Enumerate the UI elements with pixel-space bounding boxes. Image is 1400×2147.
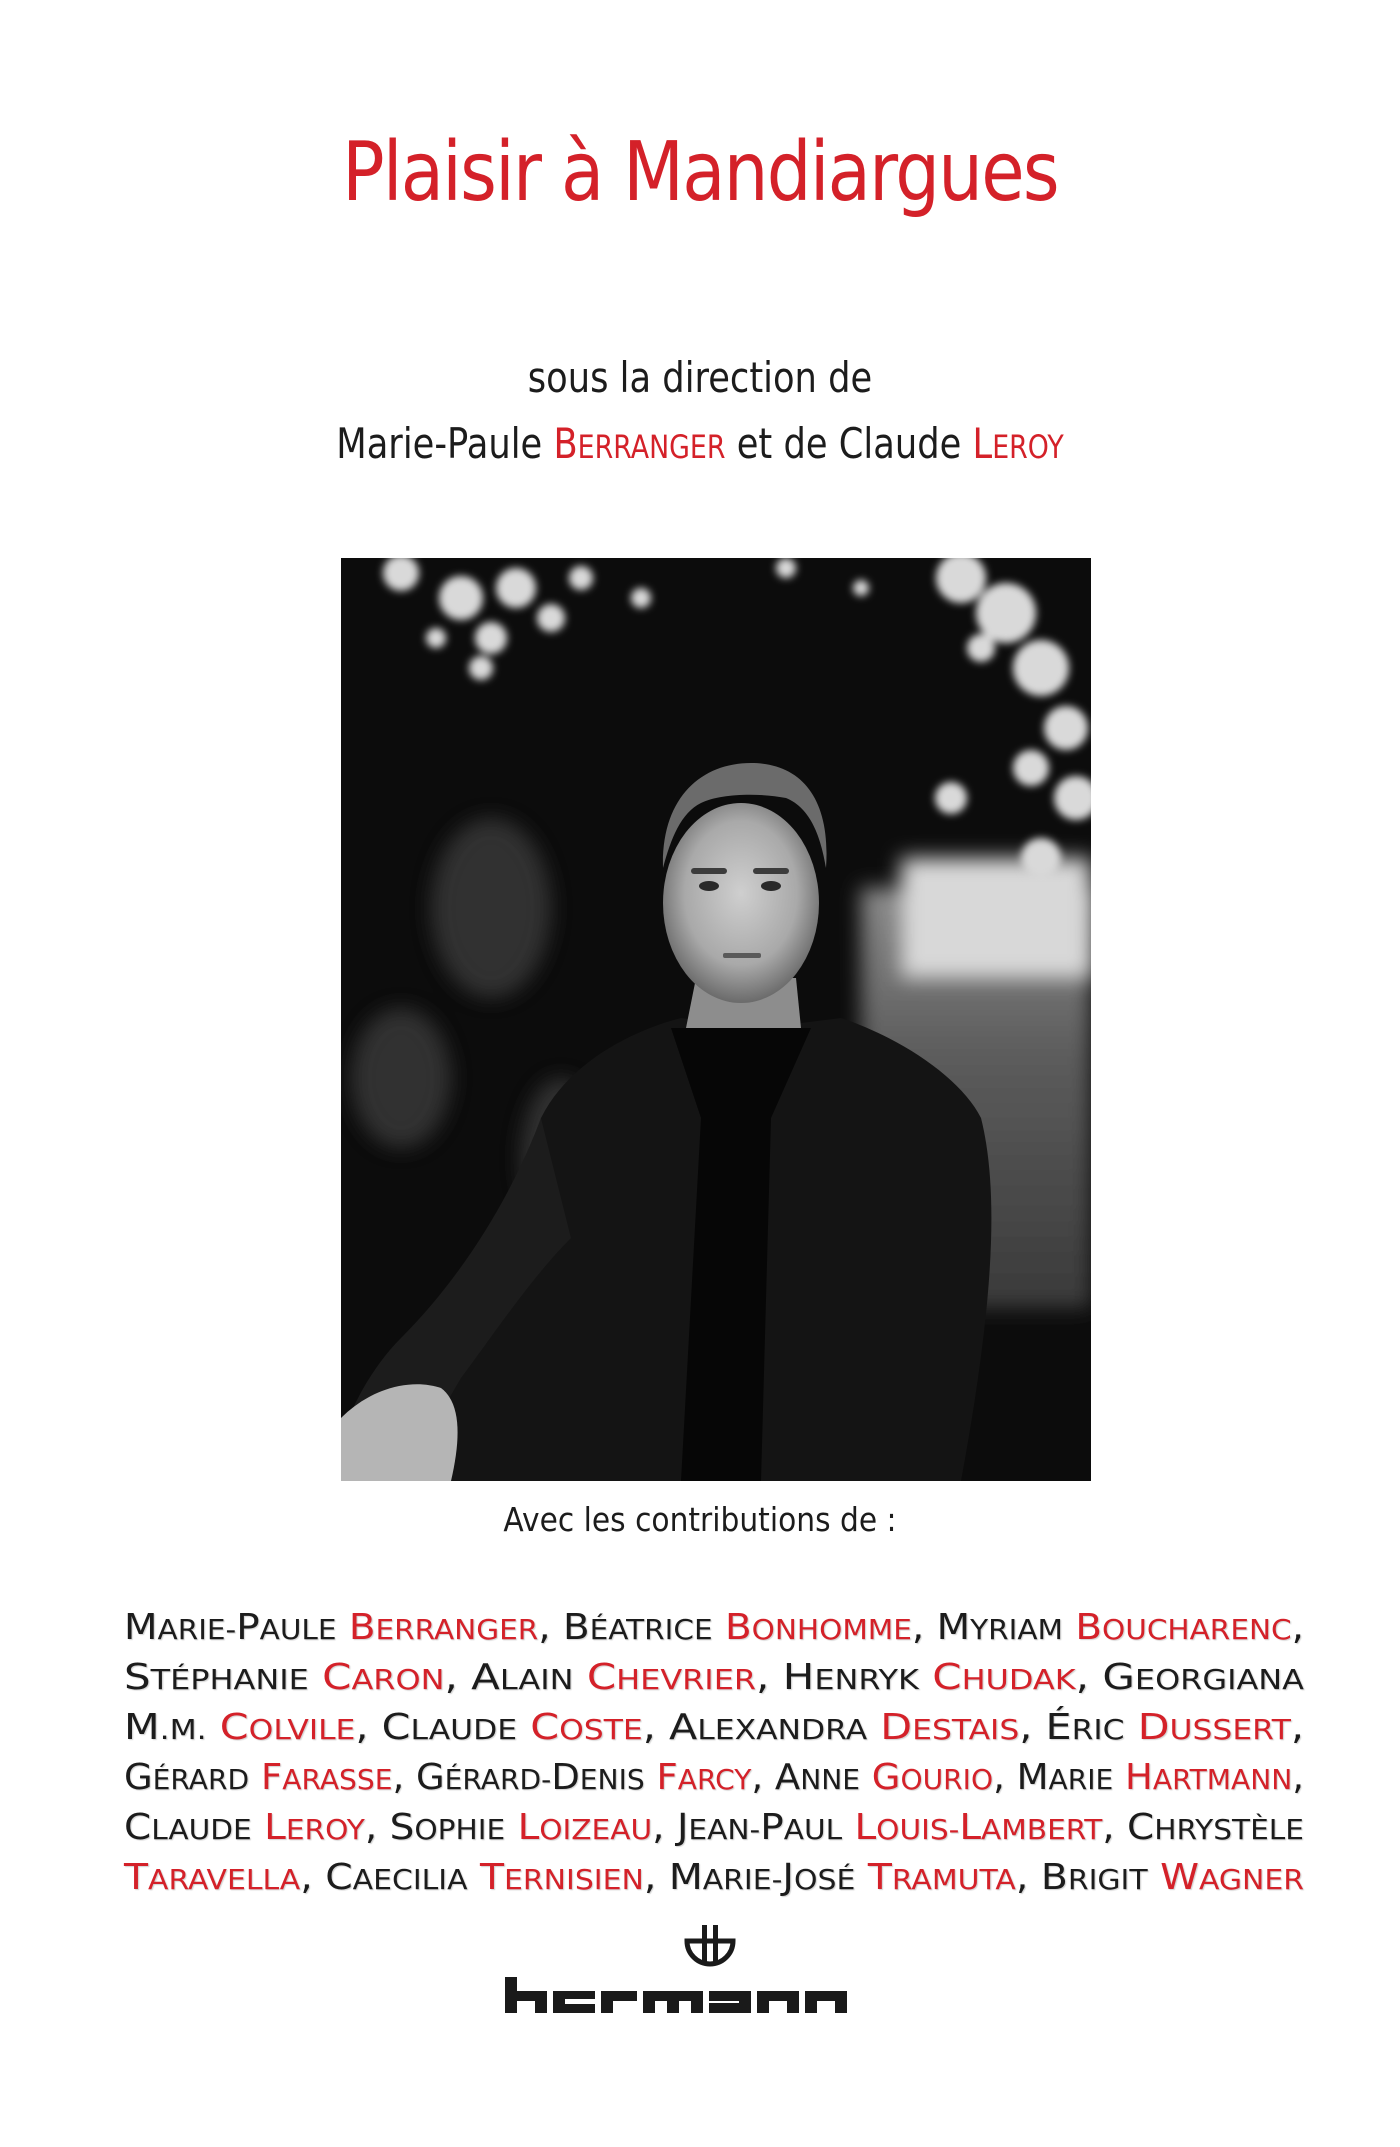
contributors-line — [124, 1854, 1304, 1904]
contributor-first-name: BRIGIT — [1040, 1857, 1148, 1898]
contributor-last-name: CARON — [322, 1657, 445, 1698]
contributor-last-name: TARAVELLA — [124, 1857, 301, 1898]
portrait-photo-graphic — [341, 558, 1091, 1481]
contributor-name — [1041, 1857, 1304, 1898]
contributor-last-name: CHUDAK — [932, 1657, 1076, 1698]
contributors-line — [124, 1804, 1304, 1854]
contributor-name: HENRYK CHUDAK, — [782, 1657, 1090, 1698]
contributor-first-name: ALEXANDRA — [669, 1707, 868, 1748]
contributor-last-name: GOURIO — [871, 1757, 994, 1798]
contributors-line — [124, 1704, 1304, 1754]
contributor-first-name: GEORGIANA — [1102, 1657, 1304, 1698]
book-title: Plaisir à Mandiargues — [342, 125, 1058, 220]
editor-first-name: Marie-Paule — [336, 419, 543, 468]
contributor-last-name: COSTE — [530, 1707, 643, 1748]
contributions-label: Avec les contributions de : — [503, 1500, 897, 1539]
contributor-first-name: CLAUDE — [381, 1707, 518, 1748]
contributor-first-name: GÉRARD-DENIS — [416, 1757, 645, 1798]
contributor-first-name: ANNE — [774, 1757, 861, 1798]
contributor-first-name: CAECILIA — [325, 1857, 468, 1898]
contributor-name: GÉRARD-DENIS FARCY, — [416, 1757, 764, 1798]
contributor-first-name: SOPHIE — [389, 1807, 506, 1848]
contributor-name: ALAIN CHEVRIER, — [471, 1657, 770, 1698]
editor-last-name: BERRANGER — [553, 419, 726, 468]
contributor-name: ANNE GOURIO, — [774, 1757, 1005, 1798]
contributor-first-name: M.M. — [124, 1707, 207, 1748]
contributor-last-name: LOUIS-LAMBERT — [854, 1807, 1103, 1848]
contributors-line — [124, 1654, 1304, 1704]
hermann-logo-icon — [505, 1925, 915, 2035]
contributor-first-name: BÉATRICE — [562, 1607, 713, 1648]
contributor-first-name: MARIE-PAULE — [124, 1607, 337, 1648]
contributor-name: JEAN-PAUL LOUIS-LAMBERT, — [676, 1807, 1115, 1848]
contributor-name: MARIE HARTMANN, — [1016, 1757, 1304, 1798]
contributor-last-name: FARCY — [656, 1757, 752, 1798]
contributor-last-name: COLVILE — [219, 1707, 356, 1748]
contributor-first-name: MARIE-JOSÉ — [668, 1857, 856, 1898]
contributor-name — [1102, 1657, 1304, 1698]
editors-joiner: et de — [736, 419, 828, 468]
editor-last-name: LEROY — [972, 419, 1064, 468]
contributor-first-name: CLAUDE — [124, 1807, 252, 1848]
contributor-first-name: CHRYSTÈLE — [1127, 1807, 1304, 1848]
author-portrait-photo — [341, 558, 1091, 1481]
contributor-first-name: HENRYK — [782, 1657, 919, 1698]
contributor-last-name: FARASSE — [260, 1757, 393, 1798]
contributor-name: ALEXANDRA DESTAIS, — [669, 1707, 1033, 1748]
contributor-last-name: DUSSERT — [1137, 1707, 1291, 1748]
contributor-last-name: CHEVRIER — [586, 1657, 757, 1698]
contributor-first-name: GÉRARD — [124, 1757, 250, 1798]
contributor-first-name: STÉPHANIE — [124, 1657, 309, 1698]
contributor-first-name: MARIE — [1016, 1757, 1114, 1798]
editors-line — [112, 411, 1288, 480]
contributor-name: CLAUDE LEROY, — [124, 1807, 378, 1848]
contributor-last-name: BOUCHARENC — [1075, 1607, 1292, 1648]
contributor-name: GÉRARD FARASSE, — [124, 1757, 405, 1798]
contributor-first-name: JEAN-PAUL — [676, 1807, 843, 1848]
contributor-last-name: TERNISIEN — [480, 1857, 644, 1898]
contributor-last-name: LEROY — [264, 1807, 365, 1848]
contributor-first-name: ALAIN — [471, 1657, 574, 1698]
contributor-name: CLAUDE COSTE, — [381, 1707, 656, 1748]
contributor-last-name: WAGNER — [1160, 1857, 1304, 1898]
contributor-name: MARIE-JOSÉ TRAMUTA, — [668, 1857, 1029, 1898]
contributor-name: MARIE-PAULE BERRANGER, — [124, 1607, 551, 1648]
contributor-first-name: ÉRIC — [1045, 1707, 1125, 1748]
contributor-name: CAECILIA TERNISIEN, — [325, 1857, 657, 1898]
publisher-logo — [505, 1925, 915, 2035]
contributors-line — [124, 1754, 1304, 1804]
contributor-name: TARAVELLA, — [124, 1857, 313, 1898]
contributor-name: ÉRIC DUSSERT, — [1045, 1707, 1304, 1748]
contributor-name: SOPHIE LOIZEAU, — [389, 1807, 665, 1848]
contributor-last-name: TRAMUTA — [867, 1857, 1016, 1898]
contributor-first-name: MYRIAM — [936, 1607, 1064, 1648]
contributor-last-name: HARTMANN — [1125, 1757, 1293, 1798]
contributor-name: BÉATRICE BONHOMME, — [562, 1607, 925, 1648]
editor-first-name: Claude — [838, 419, 962, 468]
contributor-last-name: DESTAIS — [880, 1707, 1020, 1748]
editorial-direction — [112, 345, 1288, 480]
contributors-list — [124, 1604, 1304, 1904]
contributor-name: M.M. COLVILE, — [124, 1707, 369, 1748]
contributors-line — [124, 1604, 1304, 1654]
contributor-name: MYRIAM BOUCHARENC, — [936, 1607, 1304, 1648]
contributor-name: STÉPHANIE CARON, — [124, 1657, 458, 1698]
contributor-last-name: BERRANGER — [348, 1607, 539, 1648]
contributor-last-name: LOIZEAU — [517, 1807, 653, 1848]
direction-intro: sous la direction de — [527, 353, 873, 402]
contributor-name — [1127, 1807, 1304, 1848]
contributor-last-name: BONHOMME — [724, 1607, 912, 1648]
